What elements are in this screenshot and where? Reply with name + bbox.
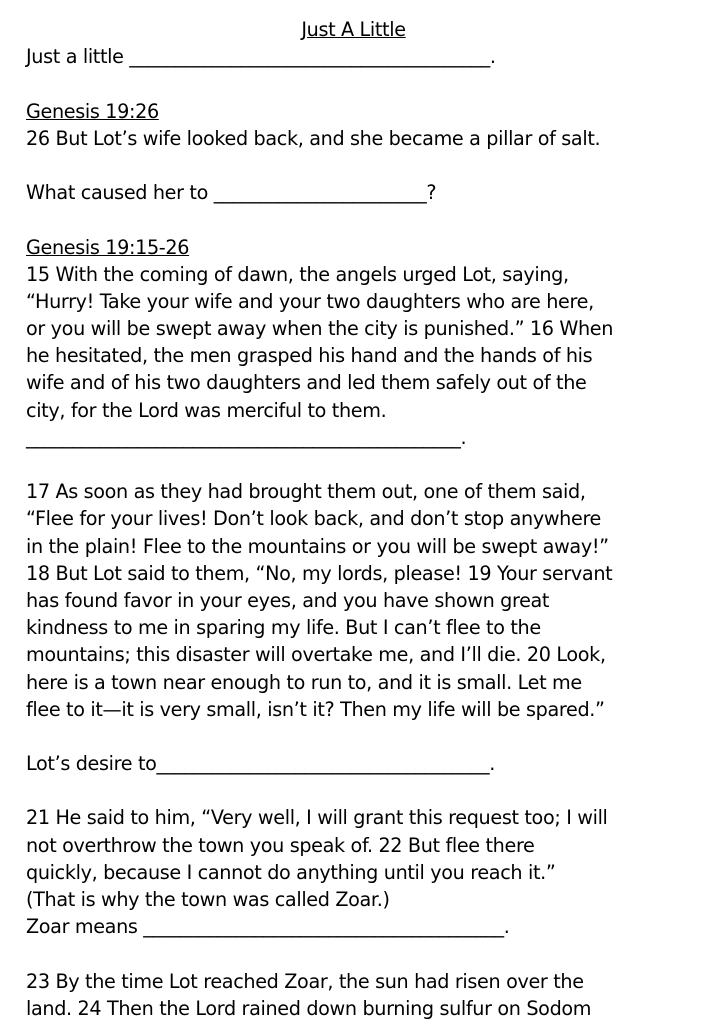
text-line: city, for the Lord was merciful to them. [26, 398, 387, 422]
text-line: 23 By the time Lot reached Zoar, the sun had risen over the [26, 969, 584, 993]
fill-in-blank-line: What caused her to _______________________? [26, 181, 437, 205]
text-line: quickly, because I cannot do anything until you reach it.” [26, 860, 556, 884]
text-line: or you will be swept away when the city is punished.” 16 When [26, 317, 614, 341]
fill-in-blank-line: Zoar means _______________________________________. [26, 915, 510, 939]
page-title: Just A Little [301, 18, 406, 41]
text-line: kindness to me in sparing my life. But I can’t flee to the [26, 616, 541, 640]
worksheet-content [26, 43, 696, 1022]
text-line: he hesitated, the men grasped his hand and the hands of his [26, 344, 593, 368]
fill-in-blank-line: _______________________________________________. [26, 425, 467, 449]
paragraph-gap [26, 723, 696, 750]
fill-in-blank-line: Just a little _______________________________________. [26, 45, 496, 69]
text-line: land. 24 Then the Lord rained down burning sulfur on Sodom [26, 996, 592, 1020]
text-line: not overthrow the town you speak of. 22 But flee there [26, 833, 535, 857]
paragraph-gap [26, 451, 696, 478]
paragraph-gap [26, 206, 696, 233]
text-line: 17 As soon as they had brought them out, one of them said, [26, 480, 586, 504]
fill-in-blank-line: Lot’s desire to____________________________________. [26, 752, 496, 776]
paragraph-gap [26, 70, 696, 97]
text-line: 15 With the coming of dawn, the angels urged Lot, saying, [26, 262, 569, 286]
text-line: (That is why the town was called Zoar.) [26, 888, 390, 911]
text-line: “Hurry! Take your wife and your two daughters who are here, [26, 289, 594, 313]
scripture-reference: Genesis 19:15-26 [26, 235, 190, 259]
text-line: has found favor in your eyes, and you have shown great [26, 588, 550, 612]
text-line: flee to it—it is very small, isn’t it? Then my life will be spared.” [26, 697, 605, 721]
text-line: “Flee for your lives! Don’t look back, and don’t stop anywhere [26, 507, 602, 531]
paragraph-gap [26, 940, 696, 967]
text-line: 18 But Lot said to them, “No, my lords, please! 19 Your servant [26, 561, 613, 585]
text-line: wife and of his two daughters and led them safely out of the [26, 371, 587, 395]
scripture-reference: Genesis 19:26 [26, 99, 159, 123]
text-line: 26 But Lot’s wife looked back, and she became a pillar of salt. [26, 126, 601, 150]
paragraph-gap [26, 777, 696, 804]
text-line: here is a town near enough to run to, and it is small. Let me [26, 670, 582, 694]
paragraph-gap [26, 152, 696, 179]
text-line: mountains; this disaster will overtake me, and I’ll die. 20 Look, [26, 643, 606, 667]
worksheet-page [26, 16, 696, 1022]
text-line: in the plain! Flee to the mountains or you will be swept away!” [26, 534, 609, 558]
text-line: 21 He said to him, “Very well, I will grant this request too; I will [26, 806, 608, 830]
